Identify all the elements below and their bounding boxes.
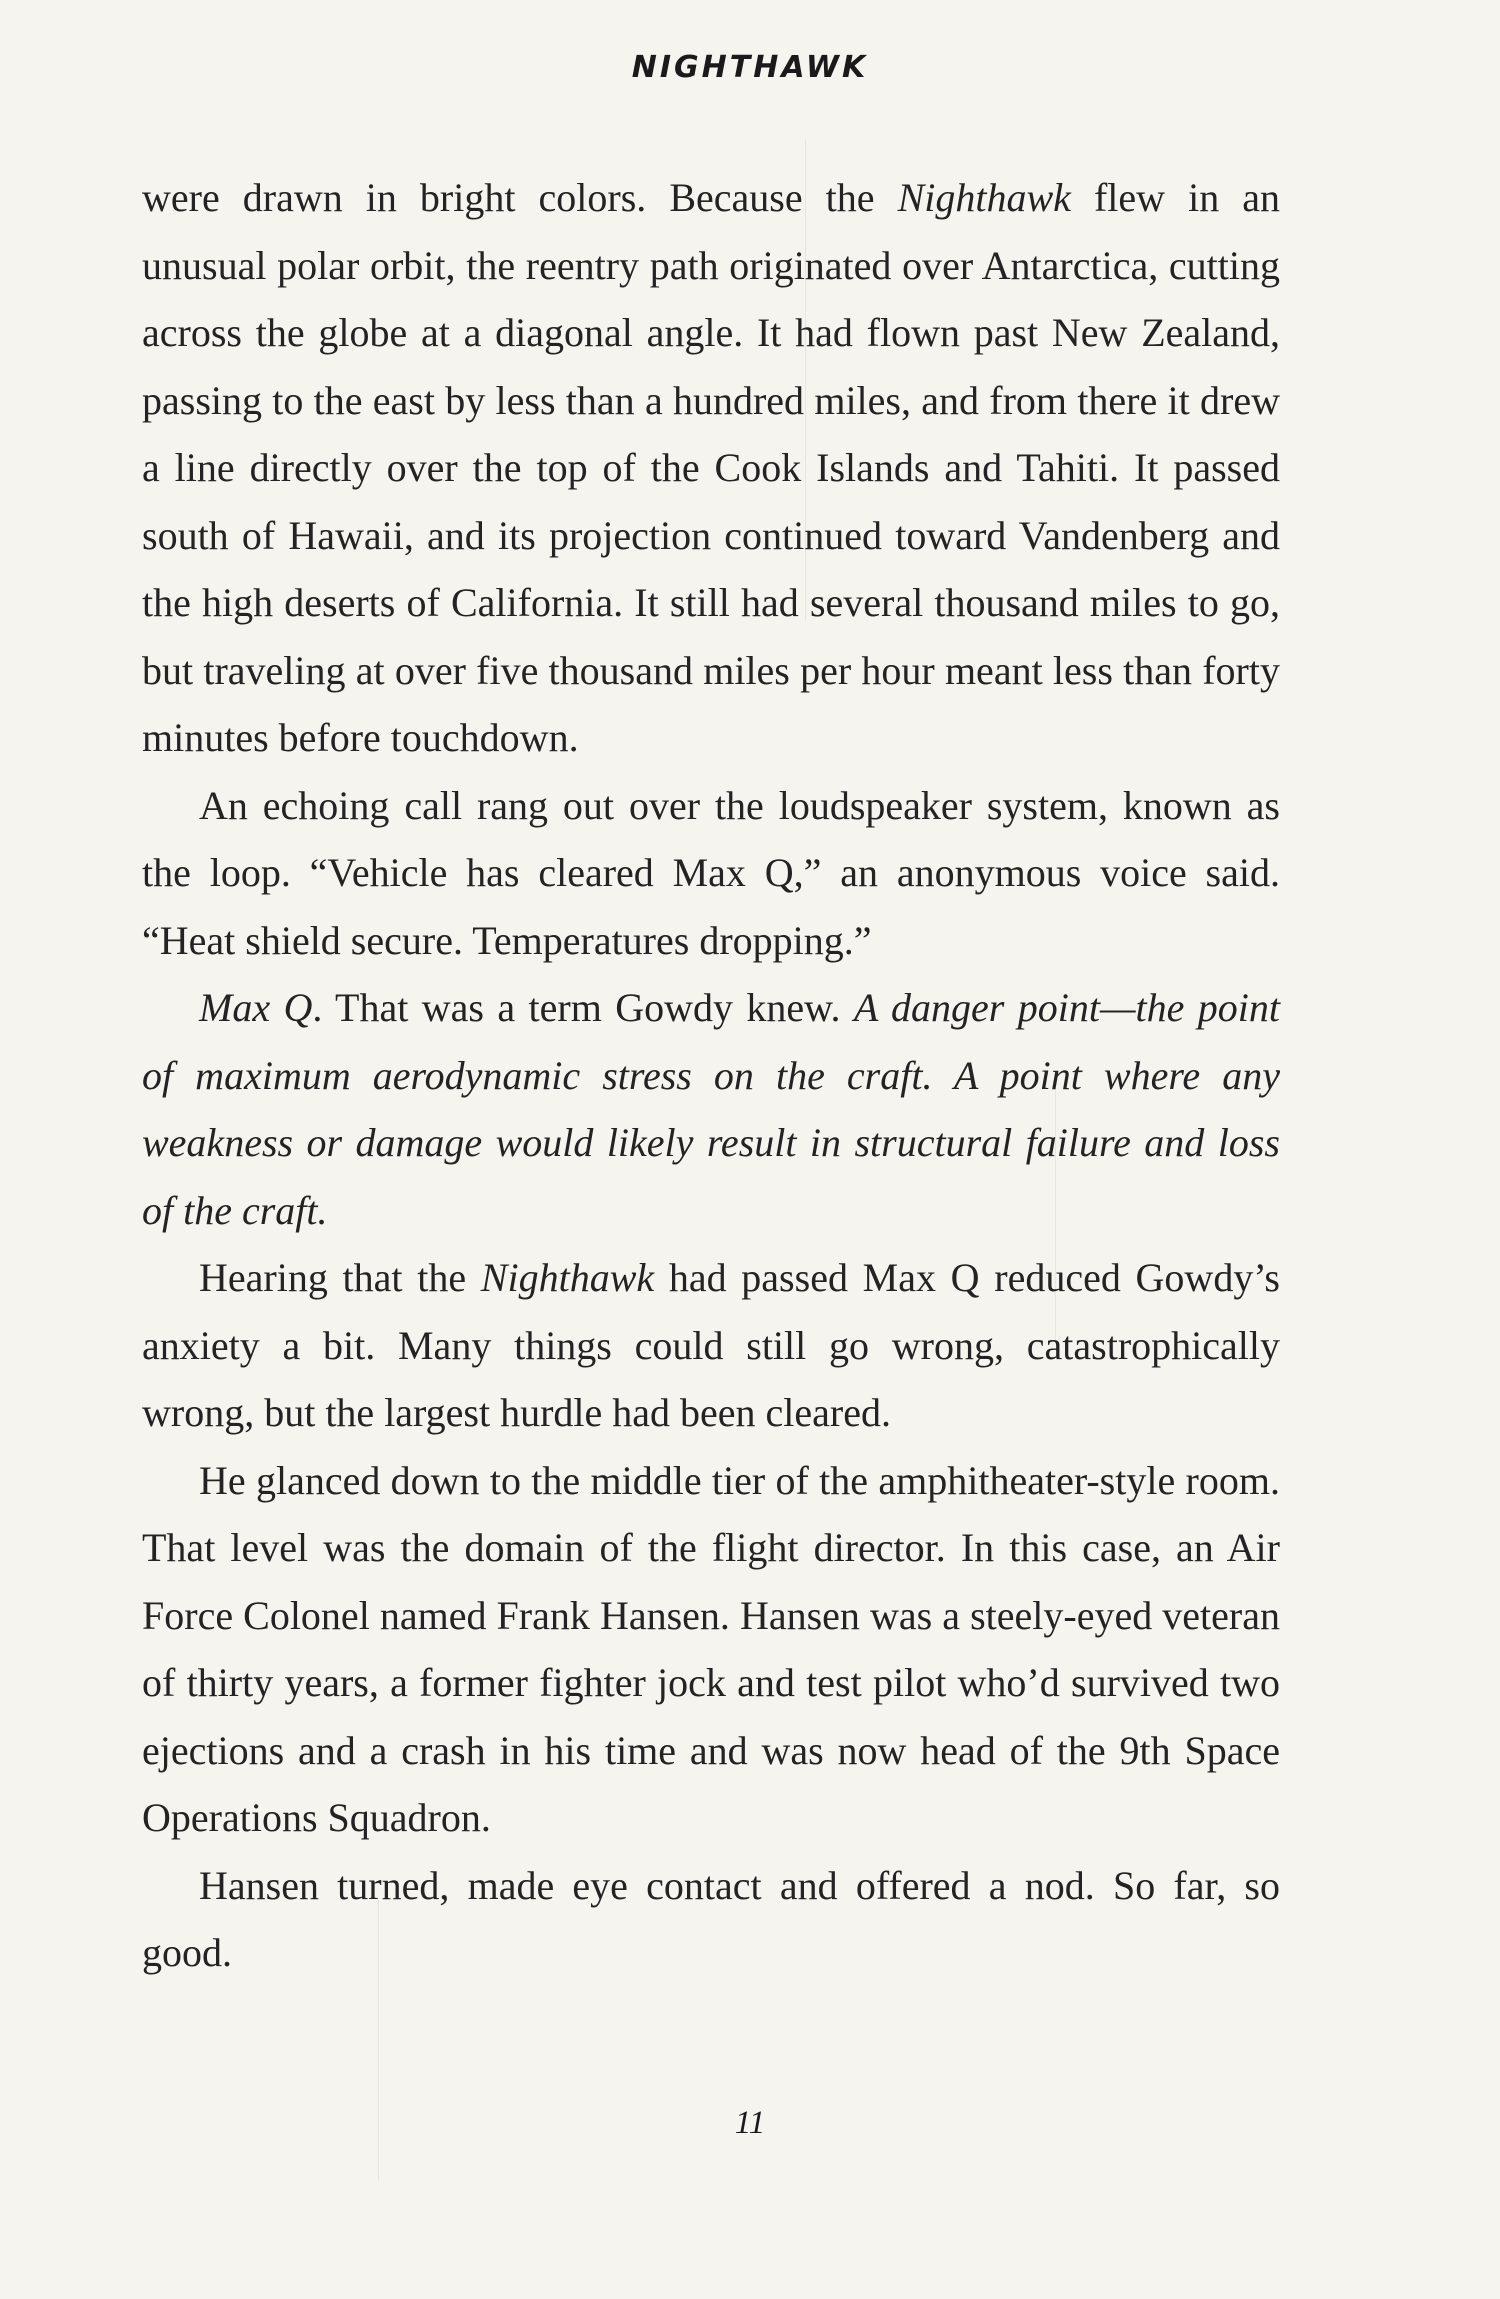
paragraph — [142, 1447, 1280, 1852]
paragraph — [142, 1244, 1280, 1447]
paragraph — [142, 772, 1280, 975]
italic-text: Nighthawk — [480, 1255, 655, 1300]
paragraph-text: had passed Max Q reduced Gowdy’s anxiety a bit. Many things could still go wrong, catastrophically wrong, but the largest hurdle had been cleared. — [142, 1255, 1280, 1435]
paragraph — [142, 1852, 1280, 1987]
paragraph-text: were drawn in bright colors. Because the — [142, 175, 898, 220]
paragraph-text: Hearing that the — [199, 1255, 481, 1300]
paragraph-text: flew in an unusual polar orbit, the reentry path originated over Antarctica, cutting across the globe at a diagonal angle. It had flown past New Zealand, passing to the east by less than a hundred miles, and from there it drew a line directly over the top of the Cook Islands and Tahiti. It passed south of Hawaii, and its projection continued toward Vandenberg and the high deserts of California. It still had several thousand miles to go, but traveling at over five thousand miles per hour meant less than forty minutes before touchdown. — [142, 175, 1280, 760]
paragraph-text: Hansen turned, made eye contact and offered a nod. So far, so good. — [142, 1862, 1280, 1975]
italic-text: A danger point—the point of maximum aerodynamic stress on the craft. A point where any weakness or damage would likely result in structural failure and loss of the craft. — [142, 985, 1281, 1233]
body-text — [142, 164, 1280, 1987]
paragraph-text: He glanced down to the middle tier of the amphitheater-style room. That level was the domain of the flight director. In this case, an Air Force Colonel named Frank Hansen. Hansen was a steely-eyed veteran of thirty years, a former fighter jock and test pilot who’d survived two ejections and a crash in his time and was now head of the 9th Space Operations Squadron. — [142, 1457, 1280, 1840]
page-number: 11 — [734, 2105, 766, 2141]
italic-text: Max Q — [199, 985, 313, 1030]
paragraph-text: . That was a term Gowdy knew. — [312, 985, 854, 1030]
paragraph — [142, 974, 1280, 1244]
paragraph — [142, 164, 1280, 772]
running-header: NIGHTHAWK — [631, 50, 869, 85]
italic-text: Nighthawk — [897, 175, 1071, 220]
paragraph-text: An echoing call rang out over the loudspeaker system, known as the loop. “Vehicle has cleared Max Q,” an anonymous voice said. “Heat shield secure. Temperatures dropping.” — [142, 782, 1280, 963]
